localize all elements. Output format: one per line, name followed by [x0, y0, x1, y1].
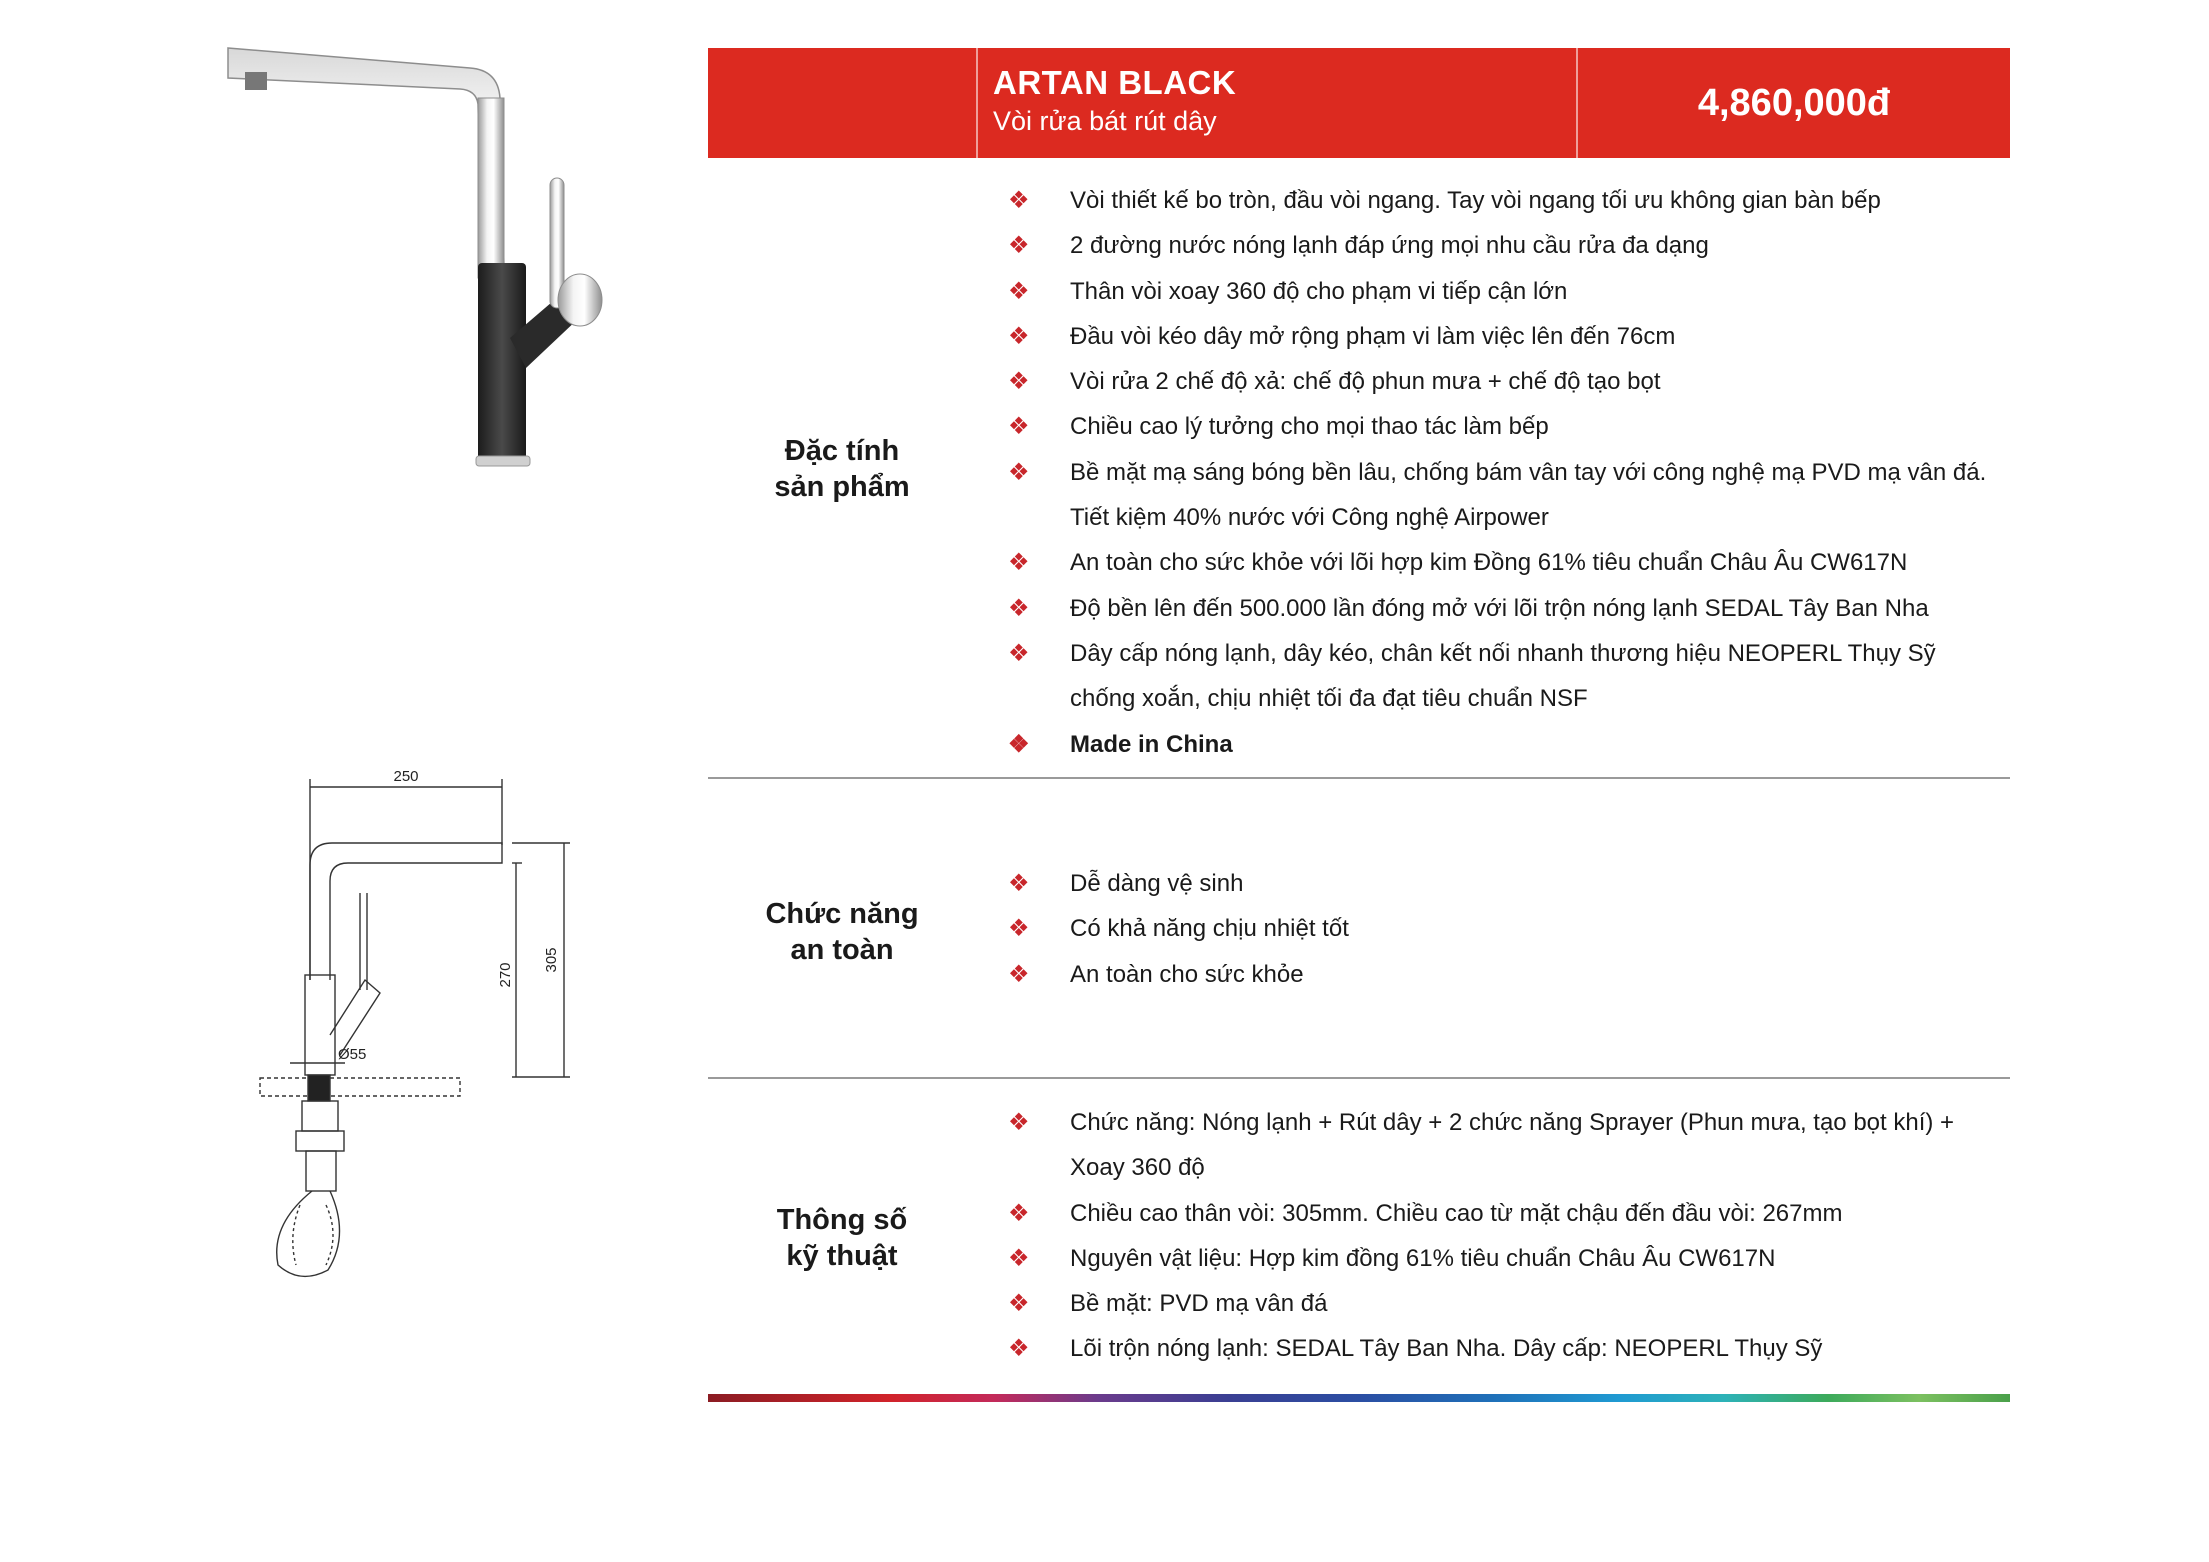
list-item: ❖ Đầu vòi kéo dây mở rộng phạm vi làm việc lên đến 76cm [1008, 314, 1990, 359]
product-subtitle: Vòi rửa bát rút dây [993, 106, 1217, 136]
specs-section [708, 1078, 2010, 1398]
list-item: ❖ Vòi rửa 2 chế độ xả: chế độ phun mưa + chế độ tạo bọt [1008, 359, 1990, 404]
safety-label: Chức năng an toàn [765, 898, 919, 966]
product-price: 4,860,000đ [1697, 82, 1891, 124]
list-item: ❖ An toàn cho sức khỏe [1008, 952, 1990, 997]
diamond-bullet-icon: ❖ [1008, 1290, 1030, 1318]
drawing-height-270-label: 270 [497, 962, 514, 988]
diamond-bullet-icon: ❖ [1008, 322, 1030, 350]
faucet-product-image [220, 38, 620, 478]
diamond-bullet-icon: ❖ [1008, 730, 1030, 758]
diamond-bullet-icon: ❖ [1008, 277, 1030, 305]
safety-list [1008, 861, 1990, 997]
list-item: ❖ Thân vòi xoay 360 độ cho phạm vi tiếp cận lớn [1008, 269, 1990, 314]
features-list [1008, 178, 1990, 767]
drawing-height-305-label: 305 [543, 947, 560, 973]
list-item: ❖ Dễ dàng vệ sinh [1008, 861, 1990, 906]
safety-section [708, 778, 2010, 1078]
list-item: ❖ Có khả năng chịu nhiệt tốt [1008, 906, 1990, 951]
diamond-bullet-icon: ❖ [1008, 549, 1030, 577]
product-name: ARTAN BLACK [993, 64, 1237, 101]
diamond-bullet-icon: ❖ [1008, 870, 1030, 897]
list-item: ❖ Vòi thiết kế bo tròn, đầu vòi ngang. Tay vòi ngang tối ưu không gian bàn bếp [1008, 178, 1990, 223]
list-item: ❖ Made in China [1008, 722, 1990, 767]
diamond-bullet-icon: ❖ [1008, 232, 1030, 260]
diamond-bullet-icon: ❖ [1008, 1199, 1030, 1227]
list-item: ❖ Bề mặt mạ sáng bóng bền lâu, chống bám vân tay với công nghệ mạ PVD mạ vân đá. Tiết kiệm 40% nước với Công nghệ Airpower [1008, 450, 1990, 541]
diamond-bullet-icon: ❖ [1008, 413, 1030, 441]
spec-table [708, 48, 2010, 1398]
list-item: ❖ Nguyên vật liệu: Hợp kim đồng 61% tiêu chuẩn Châu Âu CW617N [1008, 1236, 1990, 1281]
drawing-diameter-label: Ø55 [338, 1046, 367, 1063]
list-item: ❖ 2 đường nước nóng lạnh đáp ứng mọi nhu cầu rửa đa dạng [1008, 223, 1990, 268]
diamond-bullet-icon: ❖ [1008, 639, 1030, 667]
list-item: ❖ Chiều cao lý tưởng cho mọi thao tác làm bếp [1008, 404, 1990, 449]
list-item: ❖ Dây cấp nóng lạnh, dây kéo, chân kết nối nhanh thương hiệu NEOPERL Thụy Sỹ chống xoắn, chịu nhiệt tối đa đạt tiêu chuẩn NSF [1008, 631, 1990, 722]
list-item: ❖ Độ bền lên đến 500.000 lần đóng mở với lõi trộn nóng lạnh SEDAL Tây Ban Nha [1008, 586, 1990, 631]
specs-list [1008, 1100, 1990, 1372]
diamond-bullet-icon: ❖ [1008, 1335, 1030, 1363]
diamond-bullet-icon: ❖ [1008, 594, 1030, 622]
diamond-bullet-icon: ❖ [1008, 1109, 1030, 1136]
list-item: ❖ Bề mặt: PVD mạ vân đá [1008, 1281, 1990, 1326]
brand-gradient-bar [708, 1394, 2010, 1402]
drawing-width-label: 250 [393, 768, 419, 785]
list-item: ❖ Chức năng: Nóng lạnh + Rút dây + 2 chức năng Sprayer (Phun mưa, tạo bọt khí) + Xoay 360 độ [1008, 1100, 1990, 1191]
diamond-bullet-icon: ❖ [1008, 368, 1030, 396]
features-section [708, 158, 2010, 778]
list-item: ❖ Lõi trộn nóng lạnh: SEDAL Tây Ban Nha. Dây cấp: NEOPERL Thụy Sỹ [1008, 1326, 1990, 1371]
diamond-bullet-icon: ❖ [1008, 915, 1030, 943]
header-divider [976, 48, 978, 158]
diamond-bullet-icon: ❖ [1008, 960, 1030, 988]
list-item: ❖ An toàn cho sức khỏe với lõi hợp kim Đồng 61% tiêu chuẩn Châu Âu CW617N [1008, 540, 1990, 585]
diamond-bullet-icon: ❖ [1008, 1244, 1030, 1272]
specs-label: Thông số kỹ thuật [776, 1204, 908, 1272]
diamond-bullet-icon: ❖ [1008, 187, 1030, 214]
diamond-bullet-icon: ❖ [1008, 458, 1030, 486]
product-header [708, 48, 2010, 158]
list-item: ❖ Chiều cao thân vòi: 305mm. Chiều cao từ mặt chậu đến đầu vòi: 267mm [1008, 1191, 1990, 1236]
features-label: Đặc tính sản phẩm [774, 435, 910, 503]
technical-drawing [230, 765, 610, 1295]
